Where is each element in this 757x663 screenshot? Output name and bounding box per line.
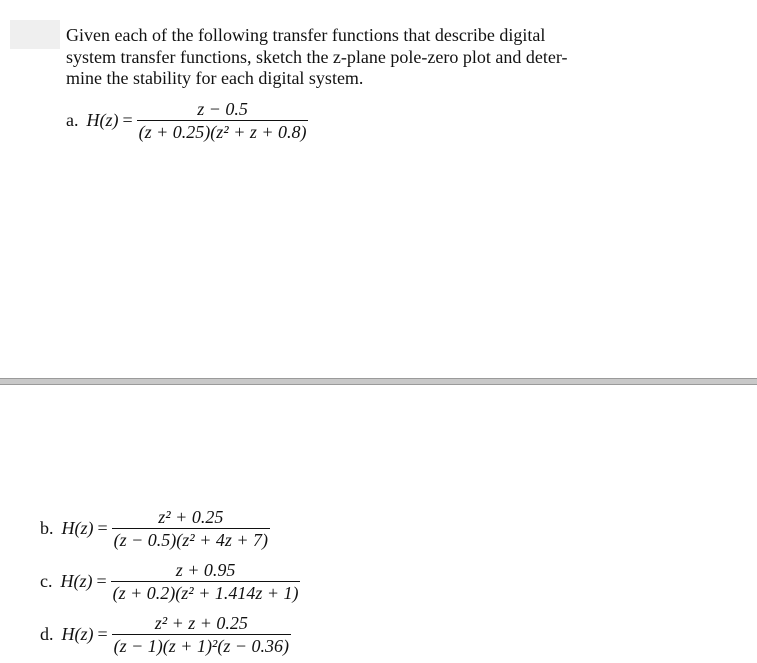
- numerator: z² + z + 0.25: [154, 613, 248, 633]
- fraction: [137, 98, 309, 143]
- statement-line-1: Given each of the following transfer functions that describe digital: [66, 25, 546, 45]
- problem-c: [40, 559, 300, 604]
- equals-sign: =: [97, 624, 108, 644]
- numerator: z² + 0.25: [158, 507, 224, 527]
- transfer-function-lhs: H(z): [60, 571, 93, 591]
- transfer-function-lhs: H(z): [86, 110, 119, 130]
- problem-a: [66, 98, 308, 143]
- equals-sign: =: [122, 110, 133, 130]
- fraction: [112, 506, 270, 551]
- denominator: (z + 0.25)(z² + z + 0.8): [138, 122, 307, 142]
- fraction: [111, 559, 301, 604]
- numerator: z − 0.5: [197, 99, 248, 119]
- problem-statement: [66, 25, 636, 90]
- problem-b: [40, 506, 270, 551]
- denominator: (z − 1)(z + 1)²(z − 0.36): [113, 636, 289, 656]
- problem-label: a.: [66, 110, 79, 130]
- transfer-function-lhs: H(z): [61, 624, 94, 644]
- fraction: [112, 612, 291, 657]
- denominator: (z − 0.5)(z² + 4z + 7): [113, 530, 268, 550]
- equals-sign: =: [96, 571, 107, 591]
- equals-sign: =: [97, 518, 108, 538]
- numerator: z + 0.95: [175, 560, 236, 580]
- problem-d: [40, 612, 291, 657]
- statement-line-3: mine the stability for each digital system.: [66, 68, 364, 88]
- corner-margin-box: [10, 20, 60, 49]
- denominator: (z + 0.2)(z² + 1.414z + 1): [112, 583, 299, 603]
- problem-label: b.: [40, 518, 54, 538]
- page-divider: [0, 378, 757, 385]
- statement-line-2: system transfer functions, sketch the z-plane pole-zero plot and deter-: [66, 46, 568, 67]
- transfer-function-lhs: H(z): [61, 518, 94, 538]
- problem-label: d.: [40, 624, 54, 644]
- problem-label: c.: [40, 571, 53, 591]
